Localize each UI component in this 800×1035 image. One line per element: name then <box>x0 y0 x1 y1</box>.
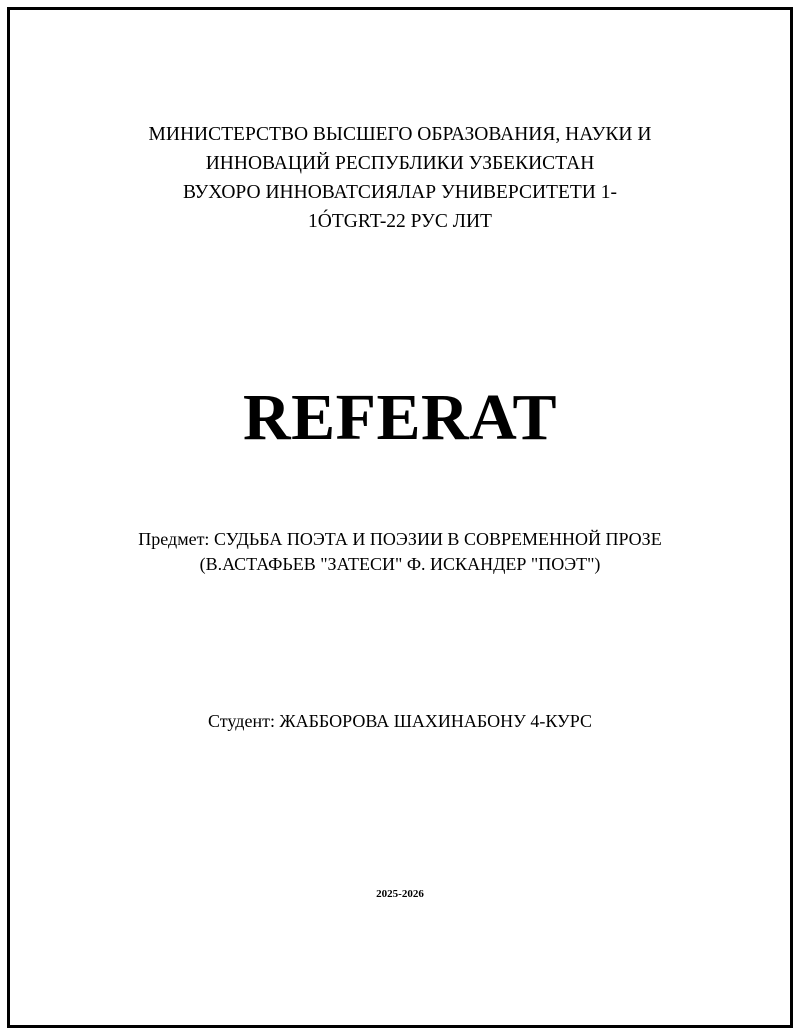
document-title: REFERAT <box>243 381 557 454</box>
header-line: МИНИСТЕРСТВО ВЫСШЕГО ОБРАЗОВАНИЯ, НАУКИ И <box>148 124 652 145</box>
academic-year: 2025-2026 <box>376 888 424 900</box>
subject-line: Предмет: СУДЬБА ПОЭТА И ПОЭЗИИ В СОВРЕМЕННОЙ ПРОЗЕ <box>138 529 662 549</box>
student-line: Студент: ЖАББОРОВА ШАХИНАБОНУ 4-КУРС <box>208 711 592 731</box>
header-line: ИННОВАЦИЙ РЕСПУБЛИКИ УЗБЕКИСТАН <box>205 153 595 174</box>
subject-line: (В.АСТАФЬЕВ "ЗАТЕСИ" Ф. ИСКАНДЕР "ПОЭТ") <box>199 554 601 574</box>
institution-header <box>0 120 800 236</box>
header-line: 1ÓTGRT-22 РУС ЛИТ <box>308 211 492 232</box>
header-line: ВУХОРО ИННОВАТСИЯЛАР УНИВЕРСИТЕТИ 1- <box>183 182 617 203</box>
subject-block <box>0 527 800 577</box>
